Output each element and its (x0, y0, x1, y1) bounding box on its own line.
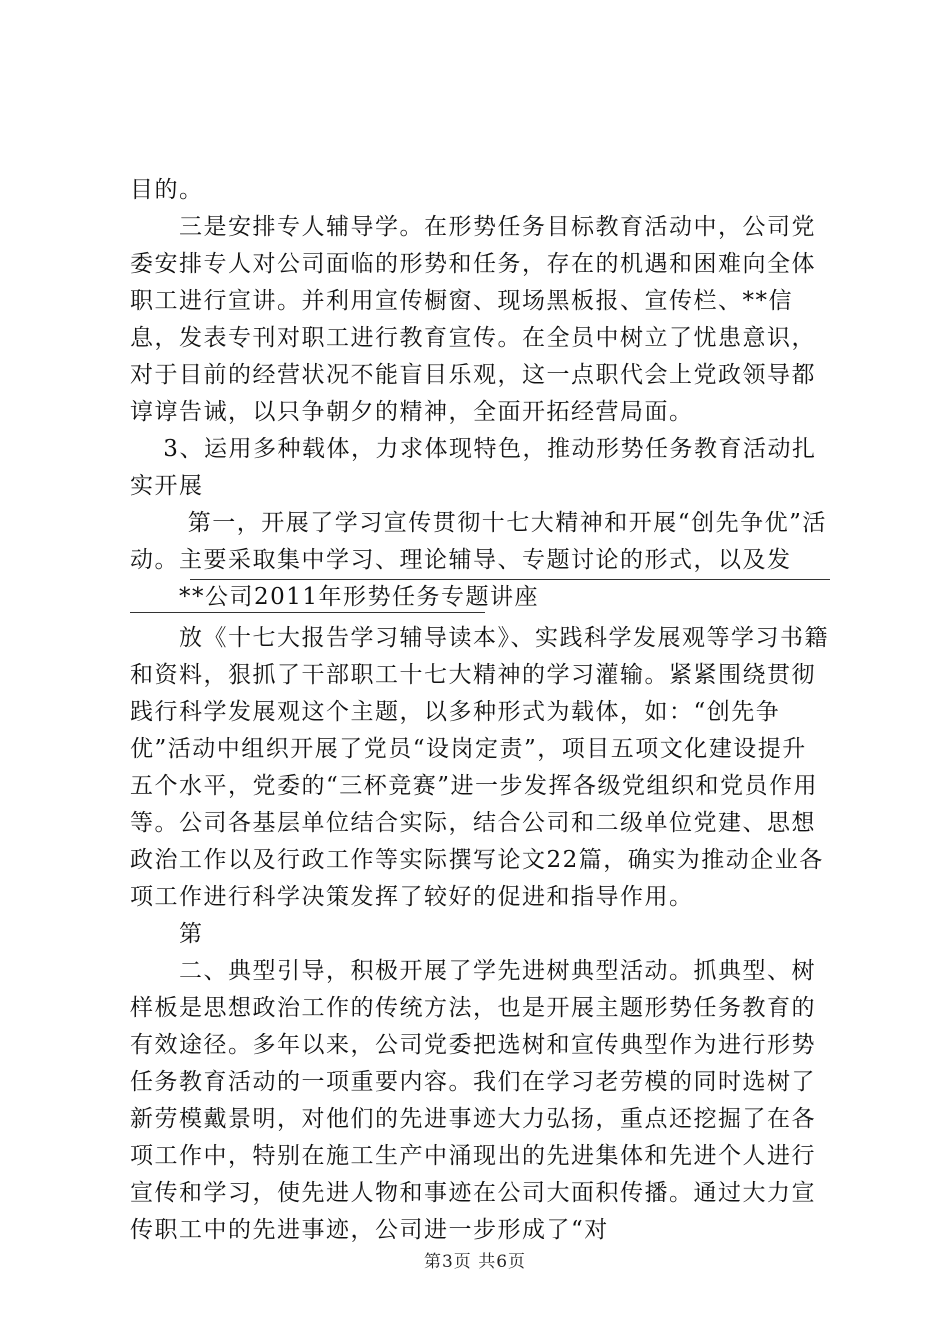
page-number-footer: 第3页 共6页 (423, 1252, 527, 1272)
body-text-lower: 放《十七大报告学习辅导读本》、实践科学发展观等学习书籍和资料，狠抓了干部职工十七大精神的学习灌输。紧紧围绕贯彻践行科学发展观这个主题，以多种形式为载体，如：“创先争优”活动中组织开展了党员“设岗定责”，项目五项文化建设提升五个水平，党委的“三杯竞赛”进一步发挥各级党组织和党员作用等。公司各基层单位结合实际，结合公司和二级单位党建、思想政治工作以及行政工作等实际撰写论文22篇，确实为推动企业各项工作进行科学决策发挥了较好的促进和指导作用。 第 二、典型引导，积极开展了学先进树典型活动。抓典型、树样板是思想政治工作的传统方法，也是开展主题形势任务教育的有效途径。多年以来，公司党委把选树和宣传典型作为进行形势任务教育活动的一项重要内容。我们在学习老劳模的同时选树了新劳模戴景明，对他们的先进事迹大力弘扬，重点还挖掘了在各项工作中，特别在施工生产中涌现出的先进集体和先进个人进行宣传和学习，使先进人物和事迹在公司大面积传播。通过大力宣传职工中的先进事迹，公司进一步形成了“对 (130, 625, 829, 1243)
body-text-upper: 目的。 三是安排专人辅导学。在形势任务目标教育活动中，公司党委安排专人对公司面临的形势和任务，存在的机遇和困难向全体职工进行宣讲。并利用宣传橱窗、现场黑板报、宣传栏、**信息，发表专刊对职工进行教育宣传。在全员中树立了忧患意识，对于目前的经营状况不能盲目乐观，这一点职代会上党政领导都谆谆告诫，以只争朝夕的精神，全面开拓经营局面。 3、运用多种载体，力求体现特色，推动形势任务教育活动扎实开展 第一，开展了学习宣传贯彻十七大精神和开展“创先争优”活动。主要采取集中学习、理论辅导、专题讨论的形式，以及发 **公司2011年形势任务专题讲座 (130, 177, 827, 610)
divider-line-short (130, 612, 485, 613)
divider-line (190, 579, 830, 580)
